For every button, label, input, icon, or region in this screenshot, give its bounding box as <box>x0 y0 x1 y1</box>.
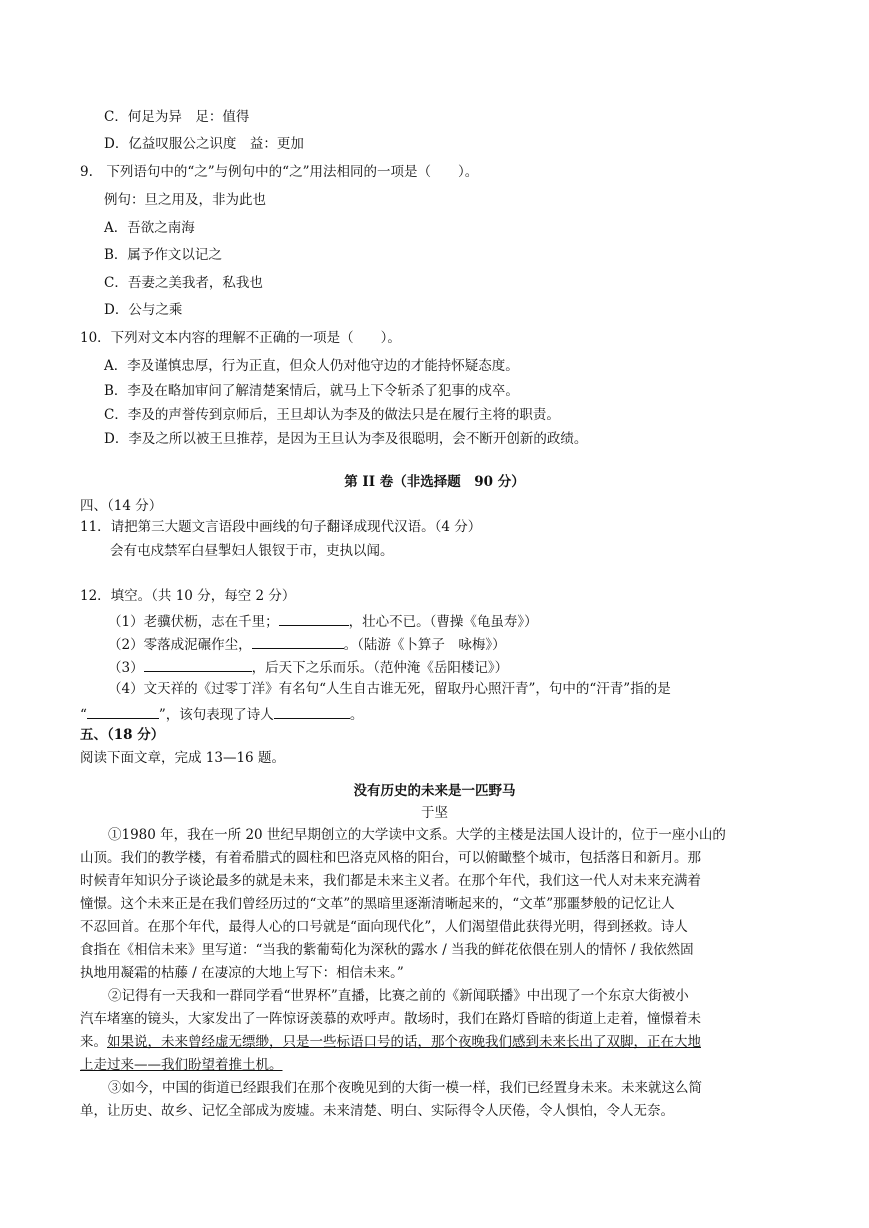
p2-line-3-start: 来。 <box>80 1034 107 1050</box>
underlined-sentence-part-1: 如果说，未来曾经虚无缥缈，只是一些标语口号的话，那个夜晚我们感到未来长出了双脚，正在大地 <box>107 1034 701 1050</box>
q12-item-4-line1: （4）文天祥的《过零丁洋》有名句“人生自古谁无死，留取丹心照汗青”，句中的“汗青”指的是 <box>108 681 671 697</box>
q12-item-2-before: （2）零落成泥碾作尘， <box>108 637 252 653</box>
q12-item-3-after: ，后天下之乐而乐。（范仲淹《岳阳楼记》） <box>251 660 509 676</box>
q8-option-c: C．何足为异 足：值得 <box>104 109 250 125</box>
p1-line-3: 时候青年知识分子谈论最多的就是未来，我们都是未来主义者。在那个年代，我们这一代人对未来充满着 <box>80 873 701 889</box>
p2-line-3 <box>80 1033 701 1051</box>
q9-option-d: D．公与之乘 <box>104 302 183 318</box>
p2-line-1: ②记得有一天我和一群同学看“世界杯”直播，比赛之前的《新闻联播》中出现了一个东京大街被小 <box>108 988 689 1004</box>
q12-blank-3[interactable] <box>144 657 252 672</box>
q11-sentence: 会有屯戍禁军白昼掣妇人银钗于市，吏执以闻。 <box>110 543 394 559</box>
part-4-title: 四、（14 分） <box>80 498 163 514</box>
q9-example: 例句：旦之用及，非为此也 <box>104 192 266 208</box>
p1-line-4: 憧憬。这个未来正是在我们曾经历过的“文革”的黑暗里逐渐清晰起来的，“文革”那噩梦般的记忆让人 <box>80 896 675 912</box>
article-title: 没有历史的未来是一匹野马 <box>353 783 516 799</box>
q11-stem: 11．请把第三大题文言语段中画线的句子翻译成现代汉语。（4 分） <box>80 519 482 535</box>
q12-item-4-middle: ”，该句表现了诗人 <box>158 707 274 723</box>
q9-option-b: B．属予作文以记之 <box>104 247 222 263</box>
p1-line-1: ①1980 年，我在一所 20 世纪早期创立的大学读中文系。大学的主楼是法国人设计的，位于一座小山的 <box>108 827 726 843</box>
q9-option-c: C．吾妻之美我者，私我也 <box>104 275 263 291</box>
q9-option-a: A．吾欲之南海 <box>104 220 195 236</box>
q12-item-2 <box>108 634 506 654</box>
q12-item-4-open-quote: “ <box>80 707 87 723</box>
q10-option-d: D．李及之所以被王旦推荐，是因为王旦认为李及很聪明，会不断开创新的政绩。 <box>104 431 588 447</box>
q10-option-b: B．李及在略加审问了解清楚案情后，就马上下令斩杀了犯事的戍卒。 <box>104 383 519 399</box>
p1-line-6: 食指在《相信未来》里写道：“当我的紫葡萄化为深秋的露水 / 当我的鲜花依偎在别人的情怀 / 我依然固 <box>80 942 694 958</box>
q12-item-4-line2 <box>80 704 363 724</box>
p2-line-2: 汽车堵塞的镜头，大家发出了一阵惊讶羡慕的欢呼声。散场时，我们在路灯昏暗的街道上走着，憧憬着未 <box>80 1011 701 1027</box>
q9-stem: 9. 下列语句中的“之”与例句中的“之”用法相同的一项是（ ）。 <box>80 164 479 180</box>
q8-option-d: D．亿益叹服公之识度 益：更加 <box>104 136 304 152</box>
q12-blank-5[interactable] <box>274 704 350 719</box>
q12-blank-2[interactable] <box>252 634 344 649</box>
q10-option-a: A．李及谨慎忠厚，行为正直，但众人仍对他守边的才能持怀疑态度。 <box>104 358 519 374</box>
q12-blank-1[interactable] <box>279 611 349 626</box>
part-5-instruction: 阅读下面文章，完成 13—16 题。 <box>80 750 285 766</box>
q12-item-3-before: （3） <box>108 660 144 676</box>
q12-item-1-after: ，壮心不已。（曹操《龟虽寿》） <box>348 614 538 630</box>
p1-line-5: 不忍回首。在那个年代，最得人心的口号就是“面向现代化”，人们渴望借此获得光明，得到拯救。诗人 <box>80 919 688 935</box>
part-5-title: 五、（18 分） <box>80 727 165 743</box>
section-2-title: 第 II 卷（非选择题 90 分） <box>344 474 525 490</box>
underlined-sentence-part-2: 上走过来——我们盼望着推土机。 <box>80 1057 283 1073</box>
q12-stem: 12．填空。（共 10 分，每空 2 分） <box>80 588 296 604</box>
q10-option-c: C．李及的声誉传到京师后，王旦却认为李及的做法只是在履行主将的职责。 <box>104 407 560 423</box>
p3-line-2: 单，让历史、故乡、记忆全部成为废墟。未来清楚、明白、实际得令人厌倦，令人惧怕，令人无奈。 <box>80 1103 674 1119</box>
q12-blank-4[interactable] <box>87 704 159 719</box>
p1-line-7: 执地用凝霜的枯藤 / 在凄凉的大地上写下：相信未来。” <box>80 965 404 981</box>
q12-item-1-before: （1）老骥伏枥，志在千里； <box>108 614 279 630</box>
p3-line-1: ③如今，中国的街道已经跟我们在那个夜晚见到的大街一模一样，我们已经置身未来。未来就这么简 <box>108 1080 702 1096</box>
q12-item-1 <box>108 611 538 631</box>
p1-line-2: 山顶。我们的教学楼，有着希腊式的圆柱和巴洛克风格的阳台，可以俯瞰整个城市，包括落日和新月。那 <box>80 850 701 866</box>
q10-stem: 10．下列对文本内容的理解不正确的一项是（ ）。 <box>80 330 401 346</box>
q12-item-3 <box>108 657 508 677</box>
q12-item-4-end: 。 <box>349 707 364 723</box>
q12-item-2-after: 。（陆游《卜算子 咏梅》） <box>343 637 506 653</box>
article-author: 于坚 <box>421 805 448 821</box>
